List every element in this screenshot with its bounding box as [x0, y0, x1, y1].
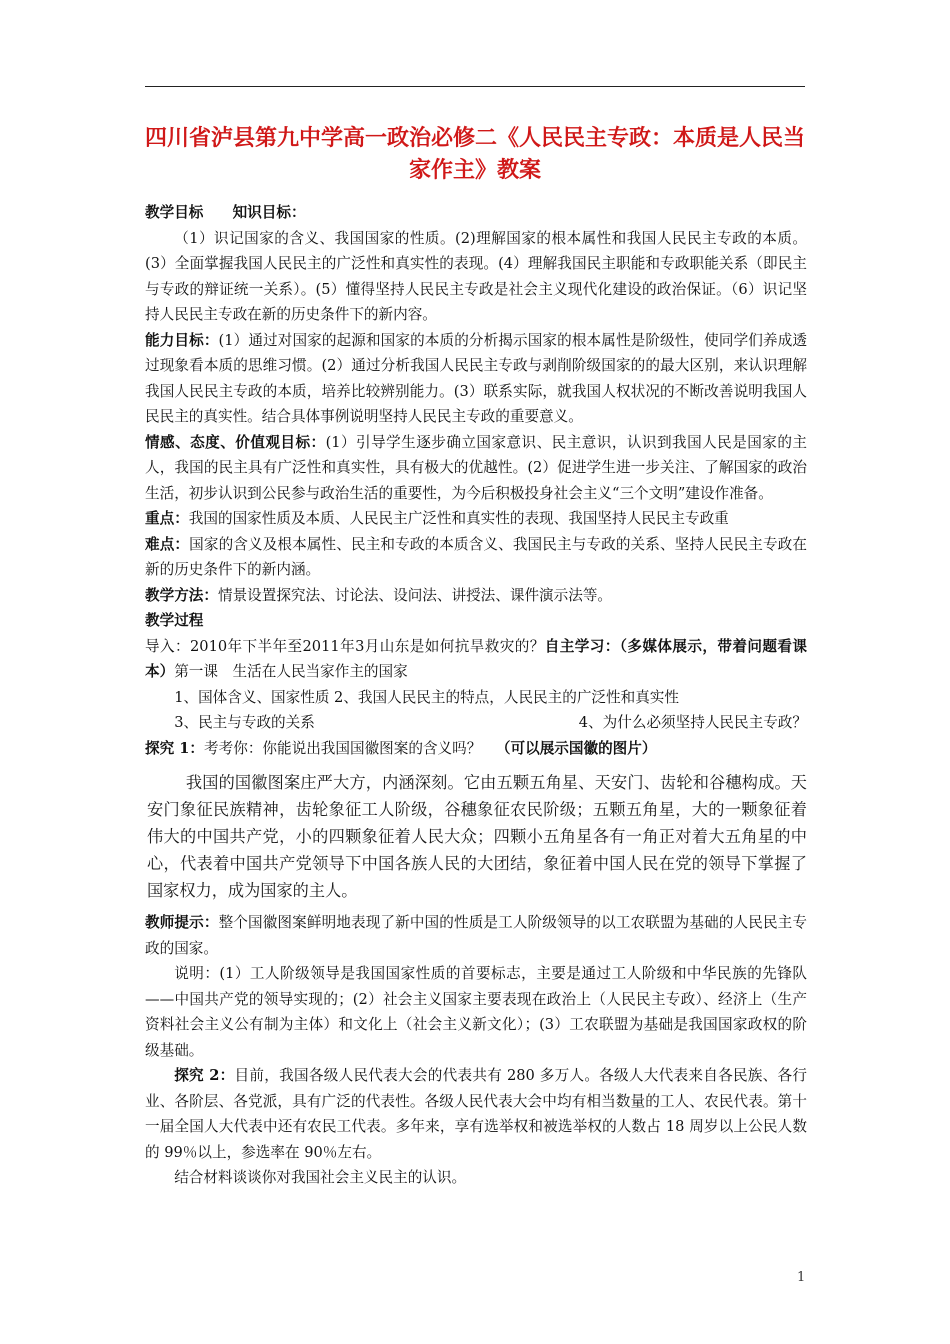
- header-rule: [145, 86, 805, 87]
- explore-1-question-text: 考考你：你能说出我国国徽图案的含义吗？: [204, 739, 482, 757]
- self-study-label: 自主学习：（多媒体展示，带着问题看课本）: [145, 637, 807, 680]
- explore-1-label: 探究 1：: [145, 739, 205, 757]
- explore-1-question: [145, 736, 807, 762]
- ability-label: 能力目标：: [145, 331, 219, 349]
- knowledge-label: 知识目标：: [232, 204, 306, 221]
- key-points: [145, 506, 807, 532]
- difficulty-text: 国家的含义及根本属性、民主和专政的本质含义、我国民主与专政的关系、坚持人民民主专政在新的历史条件下的新内涵。: [145, 535, 807, 578]
- knowledge-objectives: （1）识记国家的含义、我国国家的性质。(2)理解国家的根本属性和我国人民民主专政的本质。(3）全面掌握我国人民民主的广泛性和真实性的表现。(4）理解我国民主职能和专政职能关系（即民主与专政的辩证统一关系）。(5）懂得坚持人民民主专政是社会主义现代化建设的政治保证。（6）识记坚持人民民主专政在新的历史条件下的新内容。: [145, 229, 807, 323]
- emblem-text: 我国的国徽图案庄严大方，内涵深刻。它由五颗五角星、天安门、齿轮和谷穗构成。天安门象征民族精神，齿轮象征工人阶级，谷穗象征农民阶级；五颗五角星，大的一颗象征着伟大的中国共产党，小的四颗象征着人民大众；四颗小五角星各有一角正对着大五角星的中心，代表着中国共产党领导下中国各族人民的大团结，象征着中国人民在党的领导下掌握了国家权力，成为国家的主人。: [147, 773, 807, 900]
- emblem-description: [145, 769, 807, 904]
- explore-2-prompt: 结合材料谈谈你对我国社会主义民主的认识。: [174, 1169, 467, 1186]
- process-heading: [145, 608, 807, 634]
- method-label: 教学方法：: [145, 586, 218, 604]
- page-number: 1: [797, 1270, 806, 1285]
- explore-2-text: 目前，我国各级人民代表大会的代表共有 280 多万人。各级人大代表来自各民族、各行业、各阶层、各党派，具有广泛的代表性。各级人民代表大会中均有相当数量的工人、农民代表。第十一届全国人大代表中还有农民工代表。多年来，享有选举权和被选举权的人数占 18 周岁以上公民人数的 99％以上，参选率在 90％左右。: [145, 1067, 807, 1161]
- process-items-line1: 1、国体含义、国家性质 2、我国人民民主的特点，人民民主的广泛性和真实性: [174, 688, 679, 706]
- process-intro: [145, 634, 807, 685]
- teaching-method: [145, 583, 807, 609]
- lesson-title: 第一课 生活在人民当家作主的国家: [174, 663, 408, 680]
- key-label: 重点：: [145, 510, 189, 527]
- document-title: 四川省泸县第九中学高一政治必修二《人民民主专政：本质是人民当家作主》教案: [144, 125, 805, 183]
- emotion-label: 情感、态度、价值观目标：: [145, 433, 326, 451]
- teacher-tip-text: 整个国徽图案鲜明地表现了新中国的性质是工人阶级领导的以工农联盟为基础的人民民主专政的国家。: [145, 914, 807, 957]
- process-item-4: 4、为什么必须坚持人民民主专政？: [578, 714, 807, 731]
- ability-text: (1）通过对国家的起源和国家的本质的分析揭示国家的根本属性是阶级性，使同学们养成透过现象看本质的思维习惯。(2）通过分析我国人民民主专政与剥削阶级国家的的最大区别，来认识理解我国人民民主专政的本质，培养比较辨别能力。(3）联系实际，就我国人权状况的不断改善说明我国人民民主的真实性。结合具体事例说明坚持人民民主专政的重要意义。: [145, 331, 807, 425]
- explore-1-hint: （可以展示国徽的图片）: [495, 739, 657, 757]
- explore-2: [145, 1063, 807, 1165]
- objectives-label: 教学目标: [145, 204, 204, 221]
- teacher-tip: [145, 910, 807, 961]
- process-items-line2: [145, 710, 807, 736]
- document-body: [145, 200, 807, 1191]
- method-text: 情景设置探究法、讨论法、设问法、讲授法、课件演示法等。: [217, 586, 613, 604]
- process-item-3: 3、民主与专政的关系: [174, 714, 315, 731]
- teacher-tip-label: 教师提示：: [145, 914, 219, 931]
- emotion-objectives: [145, 430, 807, 507]
- intro-text: 导入：2010年下半年至2011年3月山东是如何抗旱救灾的？: [145, 637, 545, 655]
- objectives-heading: [145, 200, 807, 226]
- ability-objectives: [145, 328, 807, 430]
- difficulty-label: 难点：: [145, 535, 190, 553]
- emotion-text: (1）引导学生逐步确立国家意识、民主意识，认识到我国人民是国家的主人，我国的民主具有广泛性和真实性，具有极大的优越性。(2）促进学生进一步关注、了解国家的政治生活，初步认识到公民参与政治生活的重要性，为今后积极投身社会主义“三个文明”建设作准备。: [145, 433, 807, 502]
- key-text: 我国的国家性质及本质、人民民主广泛性和真实性的表现、我国坚持人民民主专政重: [188, 510, 729, 527]
- explore-2-label: 探究 2：: [174, 1067, 235, 1084]
- difficult-points: [145, 532, 807, 583]
- process-label: 教学过程: [145, 612, 204, 629]
- explanation: 说明：(1）工人阶级领导是我国国家性质的首要标志，主要是通过工人阶级和中华民族的先锋队——中国共产党的领导实现的；(2）社会主义国家主要表现在政治上（人民民主专政）、经济上（生产资料社会主义公有制为主体）和文化上（社会主义新文化）；(3）工农联盟为基础是我国国家政权的阶级基础。: [145, 965, 807, 1059]
